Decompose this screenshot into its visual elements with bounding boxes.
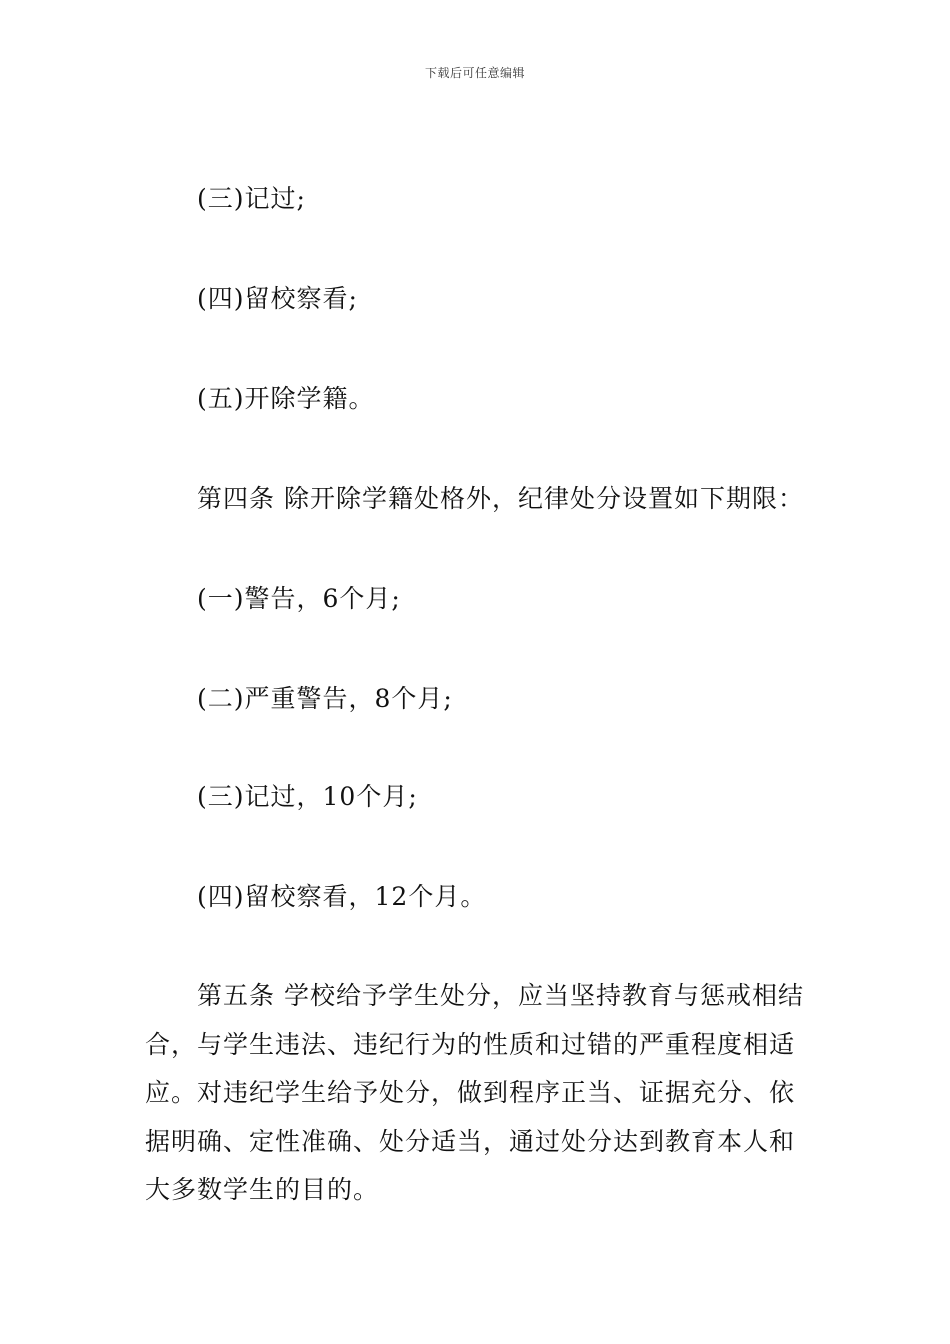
article-heading-line: 第四条 除开除学籍处格外，纪律处分设置如下期限： <box>197 484 804 513</box>
list-item: (一)警告，6个月; <box>197 584 401 613</box>
list-item: (三)记过; <box>197 184 306 213</box>
article-paragraph: 第五条 学校给予学生处分，应当坚持教育与惩戒相结合，与学生违法、违纪行为的性质和过错的严重程度相适应。对违纪学生给予处分，做到程序正当、证据充分、依据明确、定性准确、处分适当，通过处分达到教育本人和大多数学生的目的。 <box>145 981 804 1204</box>
list-item: (二)严重警告，8个月; <box>197 684 453 713</box>
list-item: (四)留校察看，12个月。 <box>197 882 487 911</box>
page-header: 下载后可任意编辑 <box>424 66 525 80</box>
list-item: (四)留校察看; <box>197 284 358 313</box>
list-item: (三)记过，10个月; <box>197 782 418 811</box>
list-item: (五)开除学籍。 <box>197 384 375 413</box>
